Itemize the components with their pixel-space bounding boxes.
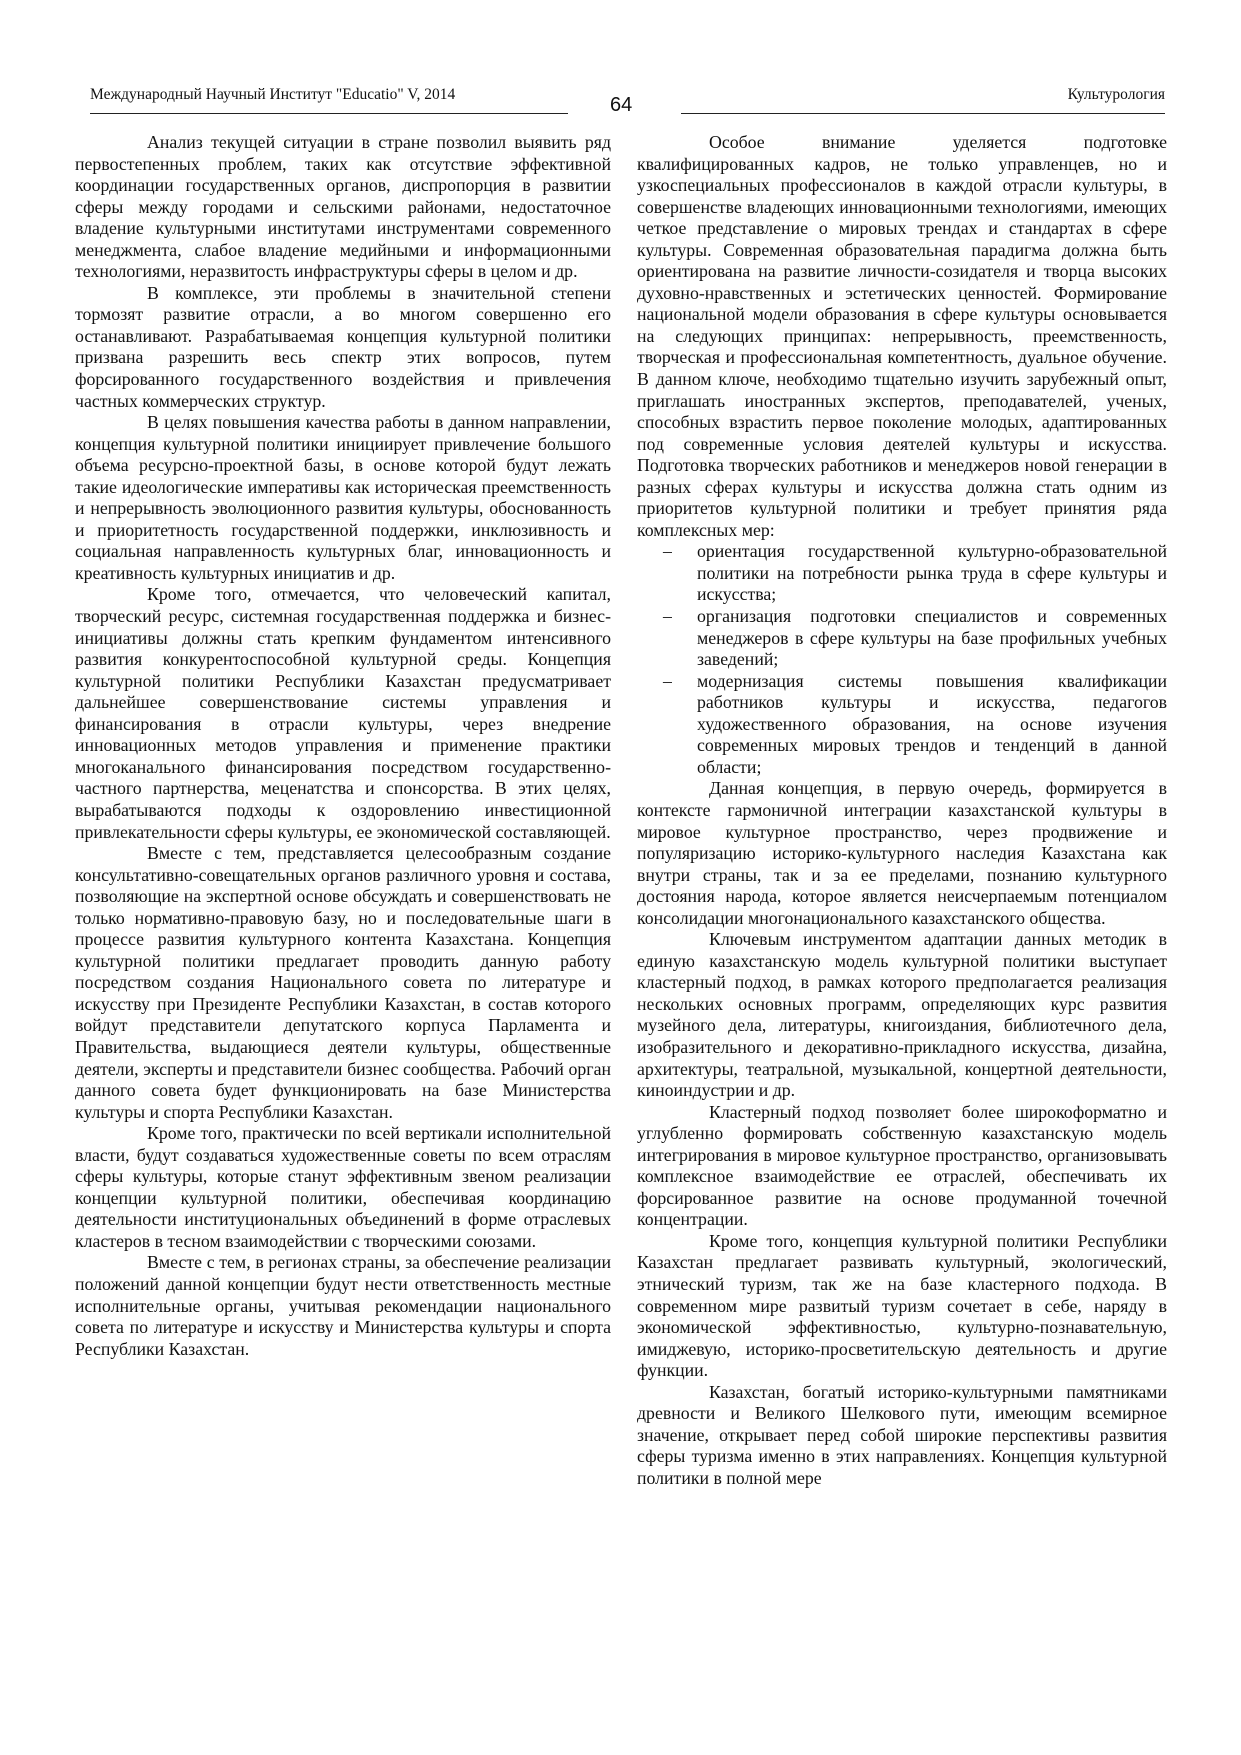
running-header-section: Культурология — [1067, 86, 1165, 103]
paragraph: В целях повышения качества работы в данном направлении, концепция культурной политики инициирует привлечение большого объема ресурсно-проектной базы, в основе которой будут лежать такие идеологические императивы как историческая преемственность и непрерывность эволюционного развития культуры, обоснованность и приоритетность государственной поддержки, инклюзивность и социальная направленность культурных благ, инновационность и креативность культурных инициатив и др. — [75, 412, 611, 583]
list-item — [637, 606, 1167, 671]
header-rule-right — [681, 113, 1165, 114]
list-dash: – — [663, 670, 672, 691]
paragraph: Вместе с тем, в регионах страны, за обеспечение реализации положений данной концепции будут нести ответственность местные исполнительные органы, учитывая рекомендации национального совета по литературе и искусству и Министерства культуры и спорта Республики Казахстан. — [75, 1252, 611, 1359]
list-dash: – — [663, 606, 672, 627]
paragraph: Ключевым инструментом адаптации данных методик в единую казахстанскую модель культурной политики выступает кластерный подход, в рамках которого предполагается реализация нескольких основных программ, определяющих курс развития музейного дела, литературы, книгоиздания, библиотечного дела, изобразительного и декоративно-прикладного искусства, дизайна, архитектуры, театральной, музыкальной, концертной деятельности, киноиндустрии и др. — [637, 929, 1167, 1101]
paragraph: Вместе с тем, представляется целесообразным создание консультативно-совещательных органов различного уровня и состава, позволяющие на экспертной основе обсуждать и совершенствовать не только нормативно-правовую базу, но и последовательные шаги в процессе развития культурного контента Казахстана. Концепция культурной политики предлагает проводить данную работу посредством создания Национального совета по литературе и искусству при Президенте Республики Казахстан, в состав которого войдут представители депутатского корпуса Парламента и Правительства, выдающиеся деятели культуры, общественные деятели, эксперты и представители бизнес сообщества. Рабочий орган данного совета будет функционировать на базе Министерства культуры и спорта Республики Казахстан. — [75, 843, 611, 1122]
measures-list — [637, 541, 1167, 778]
header-rule-left — [90, 113, 568, 114]
paragraph: Данная концепция, в первую очередь, формируется в контексте гармоничной интеграции казахстанской культуры в мировое культурное пространство, через продвижение и популяризацию историко-культурного наследия Казахстана как внутри страны, так и за ее пределами, познанию культурного достояния народа, которое является неисчерпаемым потенциалом консолидации многонационального казахстанского общества. — [637, 778, 1167, 928]
left-column — [75, 132, 611, 1360]
paragraph: Кроме того, отмечается, что человеческий капитал, творческий ресурс, системная государственная поддержка и бизнес-инициативы должны стать крепким фундаментом интенсивного развития конкурентоспособной культурной среды. Концепция культурной политики Республики Казахстан предусматривает дальнейшее совершенствование системы управления и финансирования в отрасли культуры, через внедрение инновационных методов управления и применение практики многоканального финансирования посредством государственно-частного партнерства, меценатства и спонсорства. В этих целях, вырабатываются подходы к оздоровлению инвестиционной привлекательности сферы культуры, ее экономической составляющей. — [75, 584, 611, 842]
list-item-text: модернизация системы повышения квалификации работников культуры и искусства, педагогов художественного образования, на основе изучения современных мировых трендов и тенденций в данной области; — [697, 670, 1167, 777]
paragraph: Кроме того, концепция культурной политики Республики Казахстан предлагает развивать культурный, экологический, этнический туризм, так же на базе кластерного подхода. В современном мире развитый туризм сочетает в себе, наряду в экономической эффективностью, культурно-познавательную, имиджевую, историко-просветительскую деятельность и другие функции. — [637, 1230, 1167, 1381]
running-header-journal: Международный Научный Институт "Educatio" V, 2014 — [90, 86, 456, 103]
paragraph: Анализ текущей ситуации в стране позволил выявить ряд первостепенных проблем, таких как отсутствие эффективной координации государственных органов, диспропорция в развитии сферы между городами и сельскими районами, недостаточное владение культурными институтами инструментами современного менеджмента, слабое владение медийными и информационными технологиями, неразвитость инфраструктуры сферы в целом и др. — [75, 132, 611, 282]
right-column — [637, 132, 1167, 1489]
paragraph: Особое внимание уделяется подготовке квалифицированных кадров, не только управленцев, но и узкоспециальных профессионалов в каждой отрасли культуры, в совершенстве владеющих инновационными технологиями, имеющих четкое представление о мировых трендах и стандартах в сфере культуры. Современная образовательная парадигма должна быть ориентирована на развитие личности-созидателя и творца высоких духовно-нравственных и эстетических ценностей. Формирование национальной модели образования в сфере культуры основывается на следующих принципах: непрерывность, преемственность, творческая и профессиональная компетентность, дуальное обучение. В данном ключе, необходимо тщательно изучить зарубежный опыт, приглашать иностранных экспертов, преподавателей, ученых, способных взрастить первое поколение молодых, адаптированных под современные условия деятелей культуры и искусства. Подготовка творческих работников и менеджеров новой генерации в разных сферах культуры и искусства должна стать одним из приоритетов культурной политики и требует принятия ряда комплексных мер: — [637, 132, 1167, 540]
list-item — [637, 541, 1167, 606]
paragraph: Казахстан, богатый историко-культурными памятниками древности и Великого Шелкового пути, имеющим всемирное значение, открывает перед собой широкие перспективы развития сферы туризма именно в этих направлениях. Концепция культурной политики в полной мере — [637, 1381, 1167, 1488]
list-dash: – — [663, 541, 672, 562]
list-item-text: ориентация государственной культурно-образовательной политики на потребности рынка труда в сфере культуры и искусства; — [697, 541, 1167, 605]
paragraph: Кластерный подход позволяет более широкоформатно и углубленно формировать собственную казахстанскую модель интегрирования в мировое культурное пространство, организовывать комплексное взаимодействие ее отраслей, обеспечивать их форсированное развитие на основе продуманной точечной концентрации. — [637, 1101, 1167, 1230]
list-item-text: организация подготовки специалистов и современных менеджеров в сфере культуры на базе профильных учебных заведений; — [697, 606, 1167, 670]
list-item — [637, 671, 1167, 779]
page-number: 64 — [610, 94, 633, 116]
paragraph: Кроме того, практически по всей вертикали исполнительной власти, будут создаваться художественные советы по всем отраслям сферы культуры, которые станут эффективным звеном реализации концепции культурной политики, обеспечивая координацию деятельности институциональных объединений в форме отраслевых кластеров в тесном взаимодействии с творческими союзами. — [75, 1123, 611, 1251]
paragraph: В комплексе, эти проблемы в значительной степени тормозят развитие отрасли, а во многом совершенно его останавливают. Разрабатываемая концепция культурной политики призвана разрешить весь спектр этих вопросов, путем форсированного государственного воздействия и привлечения частных коммерческих структур. — [75, 282, 611, 411]
